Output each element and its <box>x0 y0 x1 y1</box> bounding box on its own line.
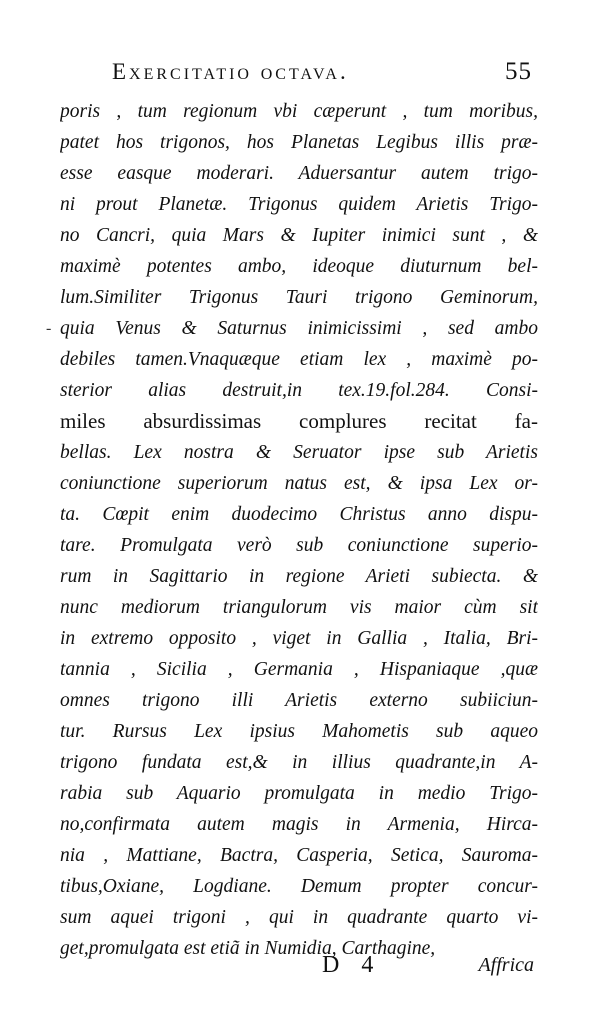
text-line: tibus,Oxiane, Logdiane. Demum propter concur- <box>60 876 538 897</box>
text-line: debiles tamen.Vnaquæque etiam lex , maximè po- <box>60 349 538 370</box>
text-line: bellas. Lex nostra & Seruator ipse sub Arietis <box>60 442 538 463</box>
margin-tick-mark: - <box>46 320 52 337</box>
catchword: Affrica <box>478 954 534 976</box>
text-line: quia Venus & Saturnus inimicissimi , sed ambo <box>60 318 538 339</box>
text-line: get,promulgata est etiã in Numidia, Carthagine, <box>60 938 436 959</box>
page-footer <box>60 952 538 986</box>
text-line: in extremo opposito , viget in Gallia , Italia, Bri- <box>60 628 538 649</box>
text-line: tare. Promulgata verò sub coniunctione superio- <box>60 535 538 556</box>
text-line: tur. Rursus Lex ipsius Mahometis sub aqueo <box>60 721 538 742</box>
text-line: no Cancri, quia Mars & Iupiter inimici sunt , & <box>60 225 538 246</box>
text-line: omnes trigono illi Arietis externo subiiciun- <box>60 690 538 711</box>
text-line: nunc mediorum triangulorum vis maior cùm sit <box>60 597 538 618</box>
text-line: ta. Cœpit enim duodecimo Christus anno dispu- <box>60 504 538 525</box>
text-line: maximè potentes ambo, ideoque diuturnum bel- <box>60 256 538 277</box>
text-line: coniunctione superiorum natus est, & ipsa Lex or- <box>60 473 538 494</box>
text-line: rum in Sagittario in regione Arieti subiecta. & <box>60 566 538 587</box>
text-line: sum aquei trigoni , qui in quadrante quarto vi- <box>60 907 538 928</box>
text-line: patet hos trigonos, hos Planetas Legibus illis præ- <box>60 132 538 153</box>
running-title: Exercitatio octava. <box>112 59 349 84</box>
text-line: miles absurdissimas complures recitat fa- <box>60 409 538 433</box>
text-line: nia , Mattiane, Bactra, Casperia, Setica, Sauroma- <box>60 845 538 866</box>
signature-mark: D 4 <box>322 952 382 978</box>
text-line: tannia , Sicilia , Germania , Hispaniaque ,quæ <box>60 659 538 680</box>
text-line: poris , tum regionum vbi cæperunt , tum moribus, <box>60 101 538 122</box>
text-line: lum.Similiter Trigonus Tauri trigono Geminorum, <box>60 287 538 308</box>
text-line: ni prout Planetæ. Trigonus quidem Arietis Trigo- <box>60 194 538 215</box>
body-text <box>60 96 538 964</box>
text-line: rabia sub Aquario promulgata in medio Trigo- <box>60 783 538 804</box>
page-header <box>112 58 532 94</box>
text-line: no,confirmata autem magis in Armenia, Hirca- <box>60 814 538 835</box>
text-line: esse easque moderari. Aduersantur autem trigo- <box>60 163 538 184</box>
text-line: trigono fundata est,& in illius quadrante,in A- <box>60 752 538 773</box>
text-line: sterior alias destruit,in tex.19.fol.284. Consi- <box>60 380 538 401</box>
page-number: 55 <box>505 58 532 85</box>
